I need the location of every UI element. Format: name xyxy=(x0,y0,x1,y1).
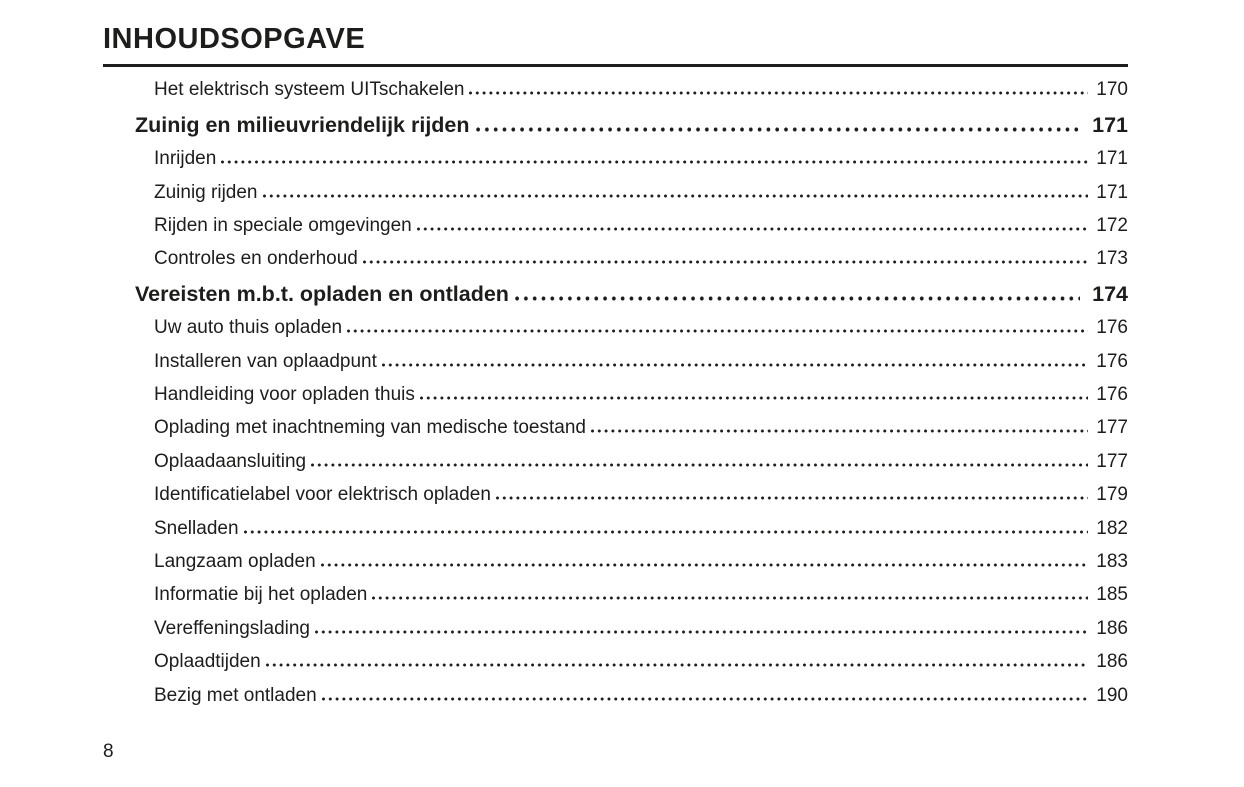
title-underline xyxy=(103,64,1128,67)
toc-entry[interactable] xyxy=(103,113,1128,149)
toc-entry-label: Zuinig rijden xyxy=(154,181,258,203)
dotted-leader xyxy=(322,697,1089,701)
toc-entry[interactable] xyxy=(103,351,1128,384)
dotted-leader xyxy=(347,329,1088,333)
toc-entry-label: Inrijden xyxy=(154,148,217,170)
dotted-leader xyxy=(515,296,1080,301)
toc-entry-page: 174 xyxy=(1092,281,1128,306)
toc-entry[interactable] xyxy=(103,182,1128,215)
dotted-leader xyxy=(221,160,1088,164)
toc-entry-page: 177 xyxy=(1096,417,1128,439)
toc-entry[interactable] xyxy=(103,215,1128,248)
toc-entry-page: 171 xyxy=(1096,148,1128,170)
dotted-leader xyxy=(476,127,1081,132)
toc-entry-page: 176 xyxy=(1096,384,1128,406)
toc-entry[interactable] xyxy=(103,584,1128,617)
toc-entry-page: 176 xyxy=(1096,350,1128,372)
toc-entry[interactable] xyxy=(103,417,1128,450)
dotted-leader xyxy=(372,596,1088,600)
toc-entry[interactable] xyxy=(103,148,1128,181)
toc-entry-page: 186 xyxy=(1096,617,1128,639)
toc-entry-label: Vereisten m.b.t. opladen en ontladen xyxy=(135,281,509,306)
toc-entry-label: Controles en onderhoud xyxy=(154,248,358,270)
toc-entry-label: Oplading met inachtneming van medische toestand xyxy=(154,417,586,439)
toc-entry-page: 172 xyxy=(1096,215,1128,237)
dotted-leader xyxy=(420,396,1088,400)
toc-entry[interactable] xyxy=(103,551,1128,584)
dotted-leader xyxy=(311,463,1088,467)
toc-entry-page: 182 xyxy=(1096,517,1128,539)
toc-entry-label: Langzaam opladen xyxy=(154,551,316,573)
toc-entry-label: Uw auto thuis opladen xyxy=(154,317,343,339)
toc-entry-label: Het elektrisch systeem UITschakelen xyxy=(154,79,465,101)
toc-entry-page: 173 xyxy=(1096,248,1128,270)
dotted-leader xyxy=(382,363,1088,367)
toc-entry-label: Zuinig en milieuvriendelijk rijden xyxy=(135,112,470,137)
toc-entry[interactable] xyxy=(103,484,1128,517)
dotted-leader xyxy=(244,530,1089,534)
toc-entry-label: Bezig met ontladen xyxy=(154,684,317,706)
toc-entry-page: 179 xyxy=(1096,484,1128,506)
dotted-leader xyxy=(591,429,1088,433)
dotted-leader xyxy=(363,260,1088,264)
toc-entry-page: 185 xyxy=(1096,584,1128,606)
toc-entry-page: 171 xyxy=(1092,112,1128,137)
toc-entry[interactable] xyxy=(103,518,1128,551)
toc-entry[interactable] xyxy=(103,384,1128,417)
dotted-leader xyxy=(263,194,1089,198)
toc-entry-page: 190 xyxy=(1096,684,1128,706)
toc-entry[interactable] xyxy=(103,248,1128,281)
toc-entry-page: 177 xyxy=(1096,450,1128,472)
toc-entry[interactable] xyxy=(103,651,1128,684)
toc-entry-label: Handleiding voor opladen thuis xyxy=(154,384,415,406)
dotted-leader xyxy=(496,496,1088,500)
toc-entry-page: 186 xyxy=(1096,651,1128,673)
toc-entry-label: Snelladen xyxy=(154,517,239,539)
toc-list xyxy=(103,79,1128,718)
toc-entry[interactable] xyxy=(103,451,1128,484)
page-title: INHOUDSOPGAVE xyxy=(103,23,366,55)
page-number: 8 xyxy=(103,741,114,762)
dotted-leader xyxy=(417,227,1089,231)
toc-entry-label: Vereffeningslading xyxy=(154,617,310,639)
toc-entry-page: 171 xyxy=(1096,181,1128,203)
toc-entry[interactable] xyxy=(103,282,1128,318)
toc-entry[interactable] xyxy=(103,685,1128,718)
dotted-leader xyxy=(315,630,1088,634)
toc-entry-label: Oplaadtijden xyxy=(154,651,261,673)
toc-entry[interactable] xyxy=(103,79,1128,112)
toc-entry-label: Oplaadaansluiting xyxy=(154,450,307,472)
toc-entry-page: 170 xyxy=(1096,79,1128,101)
toc-entry-label: Informatie bij het opladen xyxy=(154,584,368,606)
dotted-leader xyxy=(469,91,1088,95)
toc-entry-page: 183 xyxy=(1096,551,1128,573)
dotted-leader xyxy=(266,663,1089,667)
dotted-leader xyxy=(321,563,1089,567)
toc-entry-page: 176 xyxy=(1096,317,1128,339)
toc-entry-label: Installeren van oplaadpunt xyxy=(154,350,377,372)
toc-entry-label: Identificatielabel voor elektrisch opladen xyxy=(154,484,491,506)
toc-entry-label: Rijden in speciale omgevingen xyxy=(154,215,412,237)
toc-entry[interactable] xyxy=(103,618,1128,651)
toc-entry[interactable] xyxy=(103,317,1128,350)
